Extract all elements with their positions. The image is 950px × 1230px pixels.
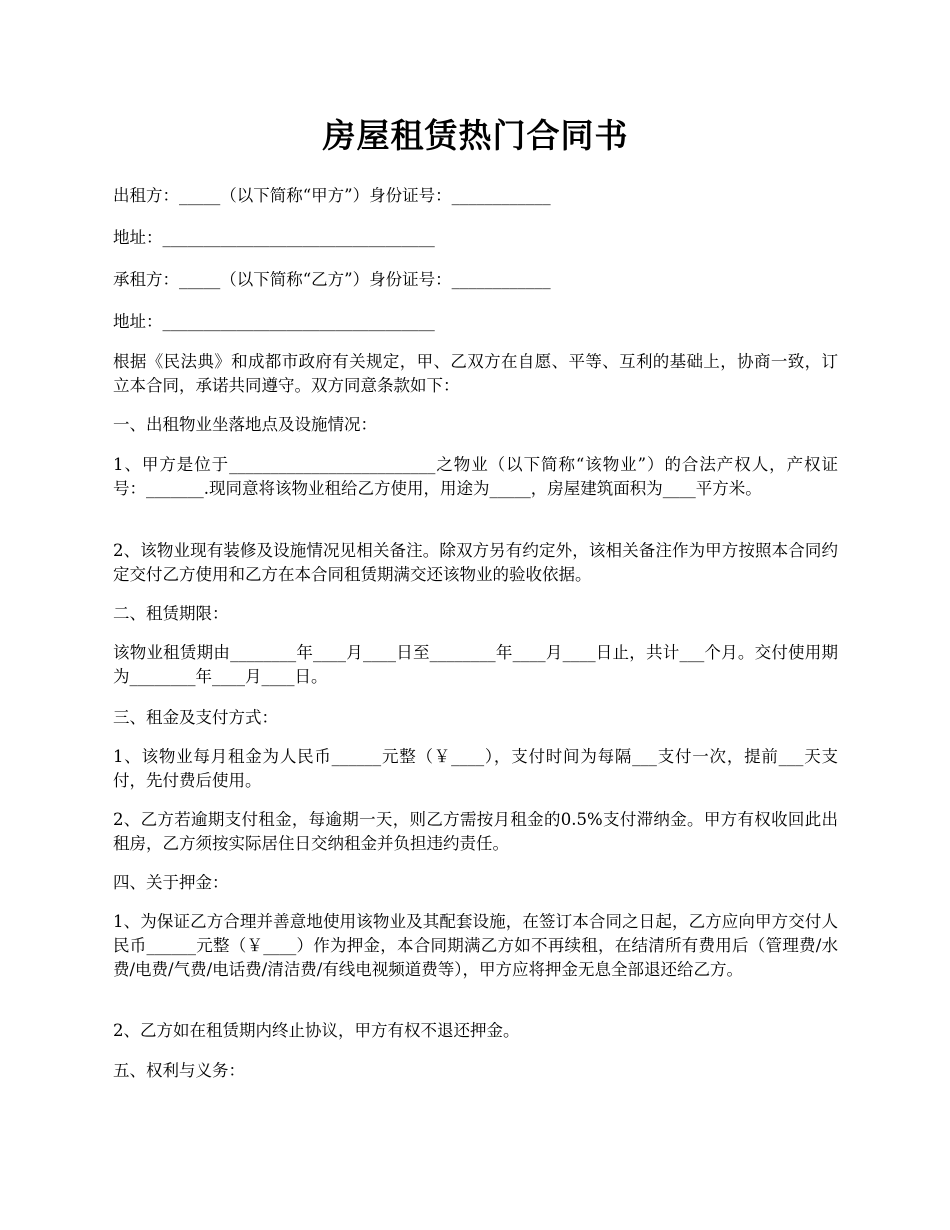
lessor-address-line: 地址：_________________________________: [113, 228, 435, 247]
section-1-heading: 一、出租物业坐落地点及设施情况：: [113, 415, 377, 434]
section-4-heading: 四、关于押金：: [113, 873, 229, 892]
document-title: 房屋租赁热门合同书: [322, 116, 629, 155]
section-3-heading: 三、租金及支付方式：: [113, 708, 278, 727]
lessor-line: 出租方：_____（以下简称“甲方”）身份证号：____________: [113, 186, 551, 205]
preamble-paragraph: 根据《民法典》和成都市政府有关规定，甲、乙双方在自愿、平等、互利的基础上，协商一致，订立本合同，承诺共同遵守。双方同意条款如下：: [113, 352, 838, 395]
section-1-clause-2: 2、该物业现有装修及设施情况见相关备注。除双方另有约定外，该相关备注作为甲方按照本合同约定交付乙方使用和乙方在本合同租赁期满交还该物业的验收依据。: [113, 541, 838, 584]
section-3-clause-1: 1、该物业每月租金为人民币______元整（￥____），支付时间为每隔___支付一次，提前___天支付，先付费后使用。: [113, 747, 838, 790]
section-4-clause-1: 1、为保证乙方合理并善意地使用该物业及其配套设施，在签订本合同之日起，乙方应向甲方交付人民币______元整（￥____）作为押金，本合同期满乙方如不再续租，在结清所有费用后（管理费/水费/电费/气费/电话费/清洁费/有线电视频道费等），甲方应将押金无息全部退还给乙方。: [113, 912, 838, 979]
section-1-clause-1: 1、甲方是位于_________________________之物业（以下简称“该物业”）的合法产权人，产权证号：_______.现同意将该物业租给乙方使用，用途为_____，房屋建筑面积为____平方米。: [113, 455, 838, 498]
section-2-heading: 二、租赁期限：: [113, 604, 229, 623]
section-5-heading: 五、权利与义务：: [113, 1061, 245, 1080]
lessee-line: 承租方：_____（以下简称“乙方”）身份证号：____________: [113, 270, 551, 289]
section-2-term-paragraph: 该物业租赁期由________年____月____日至________年____月____日止，共计___个月。交付使用期为________年____月____日。: [113, 643, 838, 686]
section-3-clause-2: 2、乙方若逾期支付租金，每逾期一天，则乙方需按月租金的0.5%支付滞纳金。甲方有权收回此出租房，乙方须按实际居住日交纳租金并负担违约责任。: [113, 810, 838, 853]
section-4-clause-2: 2、乙方如在租赁期内终止协议，甲方有权不退还押金。: [113, 1021, 520, 1040]
lessee-address-line: 地址：_________________________________: [113, 312, 435, 331]
